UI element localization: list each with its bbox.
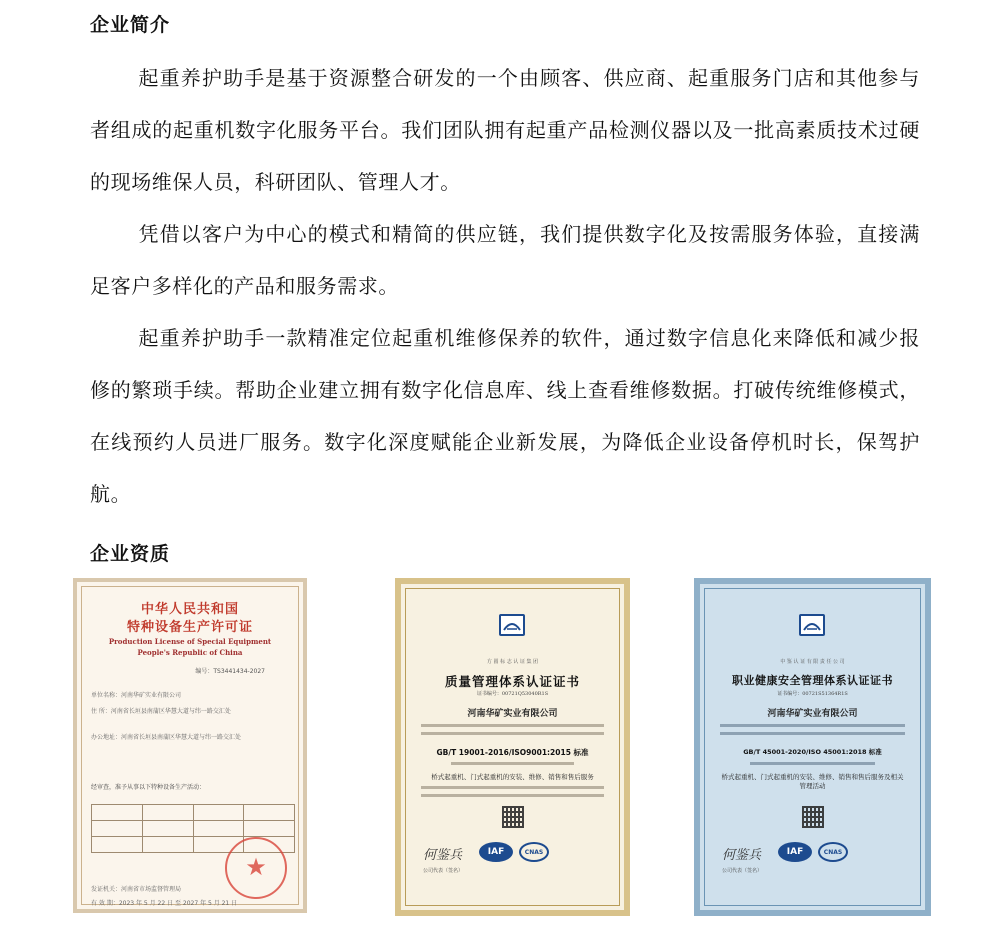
section-title-qualifications: 企业资质	[90, 543, 171, 565]
certification-logo-icon	[499, 614, 525, 636]
license-office: 办公地址：河南省长垣县南蒲区华慧大道与纬一路交汇处	[91, 734, 242, 741]
safety-cert-number: 证书编号：00721S51364R1S	[777, 691, 848, 697]
production-license-certificate	[73, 578, 307, 913]
iaf-logo-icon: IAF	[479, 842, 513, 862]
safety-cert-standard: GB/T 45001-2020/ISO 45001:2018 标准	[743, 748, 882, 756]
quality-cert-org: 方 圆 标 志 认 证 集 团	[486, 659, 539, 665]
quality-management-certificate	[395, 578, 630, 916]
license-address: 住 所：河南省长垣县南蒲区华慧大道与纬一路交汇处	[91, 708, 231, 715]
license-scope-note: 经审查，准予从事以下特种设备生产活动：	[91, 784, 206, 791]
license-title-line1: 中华人民共和国	[140, 602, 239, 617]
intro-paragraph-1: 起重养护助手是基于资源整合研发的一个由顾客、供应商、起重服务门店和其他参与者组成的起重机数字化服务平台。我们团队拥有起重产品检测仪器以及一批高素质技术过硬的现场维保人员，科研团队、管理人才。	[90, 66, 920, 194]
quality-cert-title: 质量管理体系认证证书	[444, 674, 580, 689]
certification-logo-icon	[799, 614, 825, 636]
section-title-intro: 企业简介	[90, 14, 171, 36]
qr-code-icon	[502, 806, 524, 828]
license-unit: 单位名称：河南华矿实业有限公司	[91, 692, 182, 699]
quality-cert-signature: 何鉴兵	[423, 848, 463, 863]
iaf-logo-icon: IAF	[778, 842, 812, 862]
license-title-line2: 特种设备生产许可证	[126, 620, 253, 635]
intro-paragraph-2: 凭借以客户为中心的模式和精简的供应链，我们提供数字化及按需服务体验，直接满足客户多样化的产品和服务需求。	[90, 222, 920, 298]
safety-cert-signature: 何鉴兵	[722, 848, 762, 863]
qr-code-icon	[802, 806, 824, 828]
intro-paragraph-3: 起重养护助手一款精准定位起重机维修保养的软件，通过数字信息化来降低和减少报修的繁琐手续。帮助企业建立拥有数字化信息库、线上查看维修数据。打破传统维修模式，在线预约人员进厂服务。数字化深度赋能企业新发展，为降低企业设备停机时长，保驾护航。	[90, 326, 920, 506]
quality-cert-signature-caption: 公司代表（签名）	[423, 868, 464, 874]
safety-cert-title: 职业健康安全管理体系认证证书	[732, 674, 893, 687]
license-issuer: 发证机关：河南省市场监督管理局	[91, 886, 182, 893]
quality-cert-scope: 桥式起重机、门式起重机的安装、维修、销售和售后服务	[431, 773, 594, 781]
safety-cert-signature-caption: 公司代表（签名）	[722, 868, 763, 874]
license-english-line2: People's Republic of China	[137, 648, 243, 657]
red-seal-icon: ★	[225, 837, 287, 899]
cnas-logo-icon: CNAS	[519, 842, 549, 862]
license-number: 编号：TS3441434-2027	[195, 668, 265, 675]
safety-cert-org: 中 鉴 认 证 有 限 责 任 公 司	[780, 659, 845, 665]
safety-cert-scope: 桥式起重机、门式起重机的安装、维修、销售和售后服务及相关管理活动	[721, 773, 904, 790]
cnas-logo-icon: CNAS	[818, 842, 848, 862]
quality-cert-number: 证书编号：00721Q53040R1S	[476, 691, 549, 697]
quality-cert-company: 河南华矿实业有限公司	[467, 709, 558, 719]
license-valid-period: 有 效 期：2023 年 5 月 22 日 至 2027 年 5 月 21 日	[91, 900, 238, 907]
safety-cert-company: 河南华矿实业有限公司	[767, 709, 858, 719]
safety-management-certificate	[694, 578, 931, 916]
license-english-line1: Production License of Special Equipment	[108, 637, 272, 646]
quality-cert-standard: GB/T 19001-2016/ISO9001:2015 标准	[436, 748, 589, 757]
